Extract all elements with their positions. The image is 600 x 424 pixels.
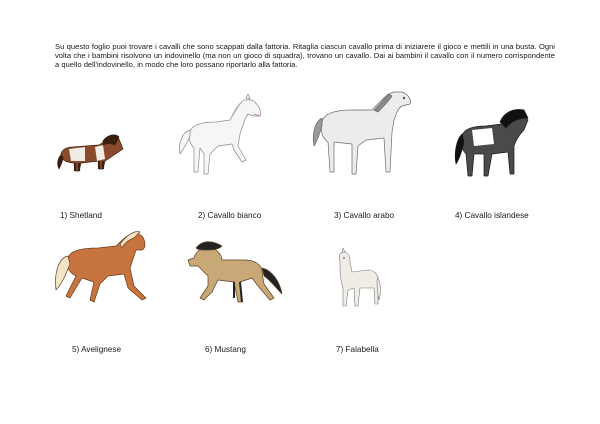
horse-caption-3: 3) Cavallo arabo — [334, 211, 395, 220]
horse-caption-4: 4) Cavallo islandese — [455, 211, 529, 220]
icelandic-horse-icon — [452, 106, 532, 178]
horse-caption-2: 2) Cavallo bianco — [198, 211, 262, 220]
mustang-horse-icon — [182, 236, 284, 308]
arabian-horse-icon — [308, 86, 418, 178]
instructions-text: Su questo foglio puoi trovare i cavalli che sono scappati dalla fattoria. Ritaglia ciascun cavallo prima di iniziarere il gioco e mettili in una busta. Ogni volta che i bambini risolvono un indovinello (ma non un gioco di squadra), trovano un cavallo. Dai ai bambini il cavallo con il numero corrispondente a quello dell'indovinello, in modo che loro possano riportarlo alla fattoria. — [55, 42, 555, 70]
horse-caption-1: 1) Shetland — [60, 211, 102, 220]
falabella-horse-icon — [330, 248, 382, 310]
white-horse-icon — [172, 92, 267, 182]
horse-caption-5: 5) Avelignese — [72, 345, 122, 354]
shetland-pony-icon — [55, 125, 127, 175]
horse-caption-7: 7) Falabella — [336, 345, 379, 354]
haflinger-horse-icon — [50, 228, 150, 306]
horse-caption-6: 6) Mustang — [205, 345, 246, 354]
